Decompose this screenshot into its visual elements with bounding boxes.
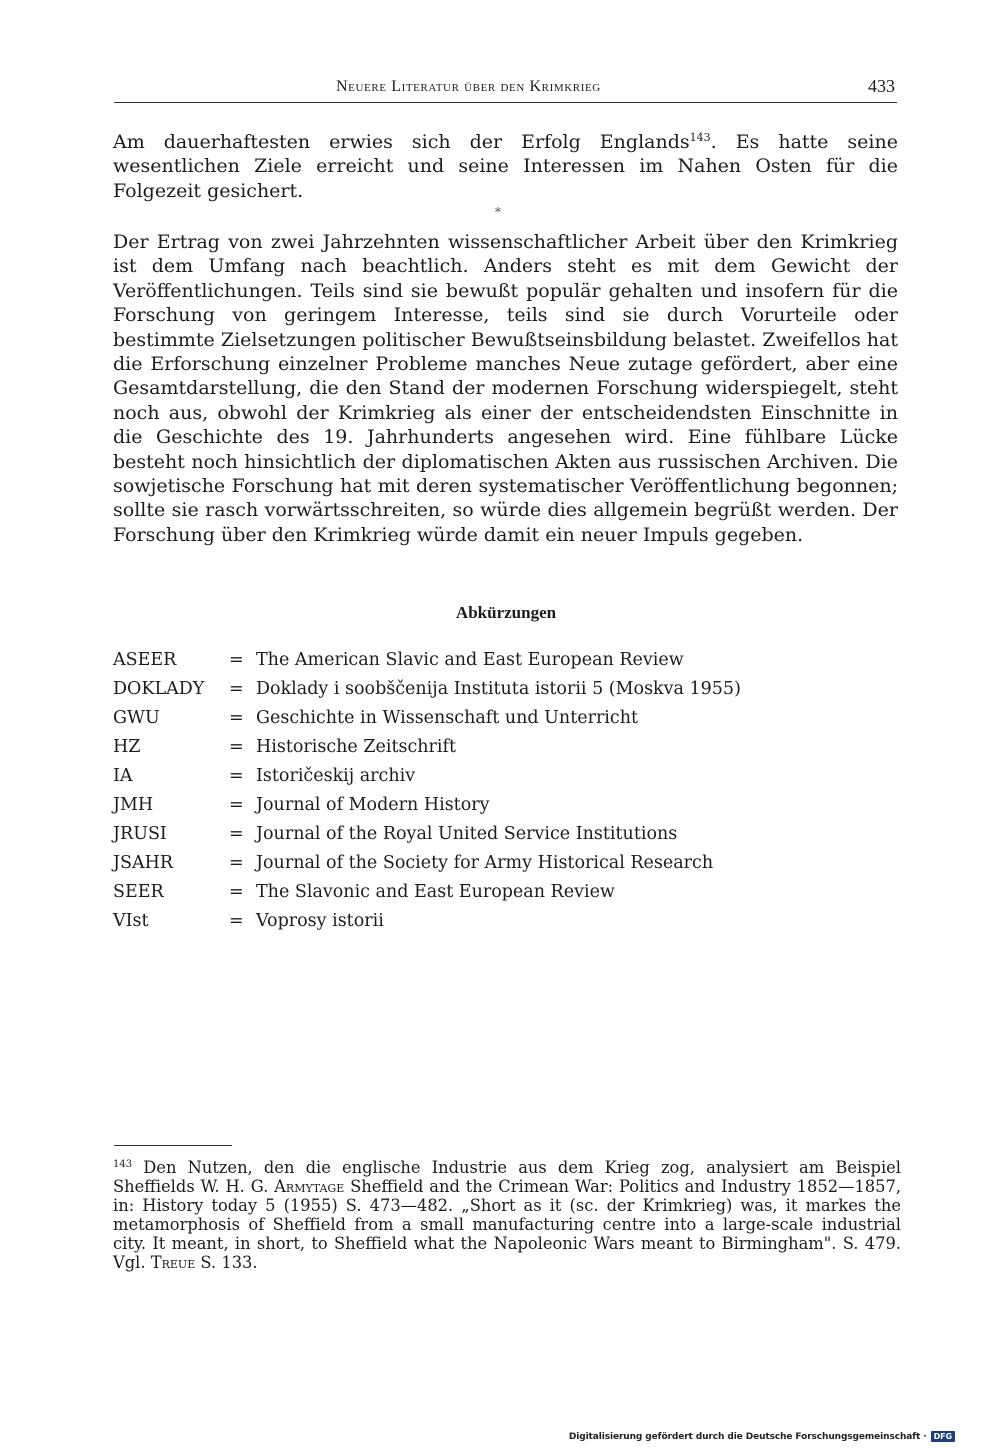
abbreviation-key: ASEER bbox=[113, 650, 177, 670]
footnote-number: 143 bbox=[113, 1159, 133, 1170]
abbreviation-key: JMH bbox=[113, 795, 154, 815]
abbreviation-equals: = bbox=[229, 737, 244, 757]
footnote-author: Armytage bbox=[274, 1177, 345, 1197]
abbreviations-heading: Abkürzungen bbox=[455, 603, 557, 622]
abbreviation-expansion: Geschichte in Wissenschaft und Unterricht bbox=[256, 708, 639, 728]
abbreviation-expansion: Historische Zeitschrift bbox=[256, 737, 457, 757]
abbreviation-expansion: Journal of the Royal United Service Institutions bbox=[256, 824, 678, 844]
paragraph-text: . Es hatte seine wesentlichen Ziele erreicht und seine Interessen im Nahen Osten für die Folgezeit gesichert. bbox=[113, 131, 898, 202]
paragraph-text: Am dauerhaftesten erwies sich der Erfolg Englands bbox=[113, 131, 690, 153]
abbreviation-expansion: The Slavonic and East European Review bbox=[256, 882, 615, 902]
footnote-text: S. 133. bbox=[195, 1253, 258, 1273]
abbreviation-key: JRUSI bbox=[113, 824, 167, 844]
abbreviation-equals: = bbox=[229, 911, 244, 931]
abbreviation-key: SEER bbox=[113, 882, 164, 902]
footnote-reference[interactable]: 143 bbox=[689, 131, 711, 144]
abbreviation-equals: = bbox=[229, 679, 244, 699]
footnote-text: Sheffield and the Crimean War: Politics and Industry 1852—1857, in: History today 5 (1955) S. 473—482. „Short as it (sc. der Krimkrieg) was, it markes the metamorphosis of Sheffield from a small manufacturing centre into a large-scale industrial city. It meant, in short, to Sheffield what the Napoleonic Wars meant to Birmingham". S. 479. Vgl. bbox=[113, 1177, 901, 1273]
abbreviation-equals: = bbox=[229, 882, 244, 902]
abbreviation-row bbox=[113, 708, 813, 737]
abbreviation-row bbox=[113, 824, 813, 853]
footnote-divider bbox=[114, 1145, 232, 1146]
footnote-author: Treue bbox=[150, 1253, 196, 1273]
abbreviation-key: JSAHR bbox=[113, 853, 174, 873]
abbreviation-key: VIst bbox=[113, 911, 149, 931]
page-number: 433 bbox=[868, 76, 895, 96]
abbreviation-expansion: Istoričeskij archiv bbox=[256, 766, 416, 786]
running-header bbox=[114, 76, 897, 103]
abbreviation-row bbox=[113, 737, 813, 766]
digitization-notice bbox=[569, 1431, 955, 1442]
abbreviation-equals: = bbox=[229, 795, 244, 815]
abbreviation-equals: = bbox=[229, 853, 244, 873]
footnote-143 bbox=[113, 1158, 901, 1273]
abbreviation-expansion: Voprosy istorii bbox=[256, 911, 384, 931]
abbreviation-row bbox=[113, 679, 813, 708]
section-break-asterisk: * bbox=[495, 205, 501, 219]
abbreviation-key: HZ bbox=[113, 737, 141, 757]
abbreviation-row bbox=[113, 853, 813, 882]
body-paragraph-2: Der Ertrag von zwei Jahrzehnten wissenschaftlicher Arbeit über den Krimkrieg ist dem Umfang nach beachtlich. Anders steht es mit dem Gewicht der Veröffentlichungen. Teils sind sie bewußt populär gehalten und insofern für die Forschung von geringem Interesse, teils sind sie durch Vorurteile oder bestimmte Zielsetzungen politischer Bewußtseinsbildung belastet. Zweifellos hat die Erforschung einzelner Probleme manches Neue zutage gefördert, aber eine Gesamtdarstellung, die den Stand der modernen Forschung widerspiegelt, steht noch aus, obwohl der Krimkrieg als einer der entscheidendsten Einschnitte in die Geschichte des 19. Jahrhunderts angesehen wird. Eine fühlbare Lücke besteht noch hinsichtlich der diplomatischen Akten aus russischen Archiven. Die sowjetische Forschung hat mit deren systematischer Veröffentlichung begonnen; sollte sie rasch vorwärtsschreiten, so würde dies allgemein begrüßt werden. Der Forschung über den Krimkrieg würde damit ein neuer Impuls gegeben. bbox=[113, 231, 898, 546]
abbreviations-list bbox=[113, 650, 813, 940]
abbreviation-expansion: Journal of Modern History bbox=[256, 795, 490, 815]
abbreviation-expansion: The American Slavic and East European Review bbox=[256, 650, 684, 670]
abbreviation-row bbox=[113, 795, 813, 824]
digitization-text: Digitalisierung gefördert durch die Deutsche Forschungsgemeinschaft · bbox=[568, 1432, 927, 1442]
abbreviation-equals: = bbox=[229, 824, 244, 844]
dfg-logo-icon: DFG bbox=[931, 1431, 955, 1442]
abbreviation-key: GWU bbox=[113, 708, 160, 728]
abbreviation-row bbox=[113, 911, 813, 940]
body-paragraph-1 bbox=[113, 130, 898, 203]
abbreviation-equals: = bbox=[229, 766, 244, 786]
abbreviation-key: DOKLADY bbox=[113, 679, 205, 699]
abbreviation-row bbox=[113, 766, 813, 795]
abbreviation-expansion: Journal of the Society for Army Historical Research bbox=[256, 853, 714, 873]
abbreviation-key: IA bbox=[113, 766, 133, 786]
running-title: Neuere Literatur über den Krimkrieg bbox=[336, 78, 601, 95]
abbreviation-equals: = bbox=[229, 708, 244, 728]
abbreviation-equals: = bbox=[229, 650, 244, 670]
abbreviation-row bbox=[113, 650, 813, 679]
abbreviation-row bbox=[113, 882, 813, 911]
footnote-text: Den Nutzen, den die englische Industrie aus dem Krieg zog, analysiert am Beispiel Sheffields W. H. G. bbox=[113, 1158, 901, 1197]
abbreviation-expansion: Doklady i soobščenija Instituta istorii 5 (Moskva 1955) bbox=[256, 679, 741, 699]
